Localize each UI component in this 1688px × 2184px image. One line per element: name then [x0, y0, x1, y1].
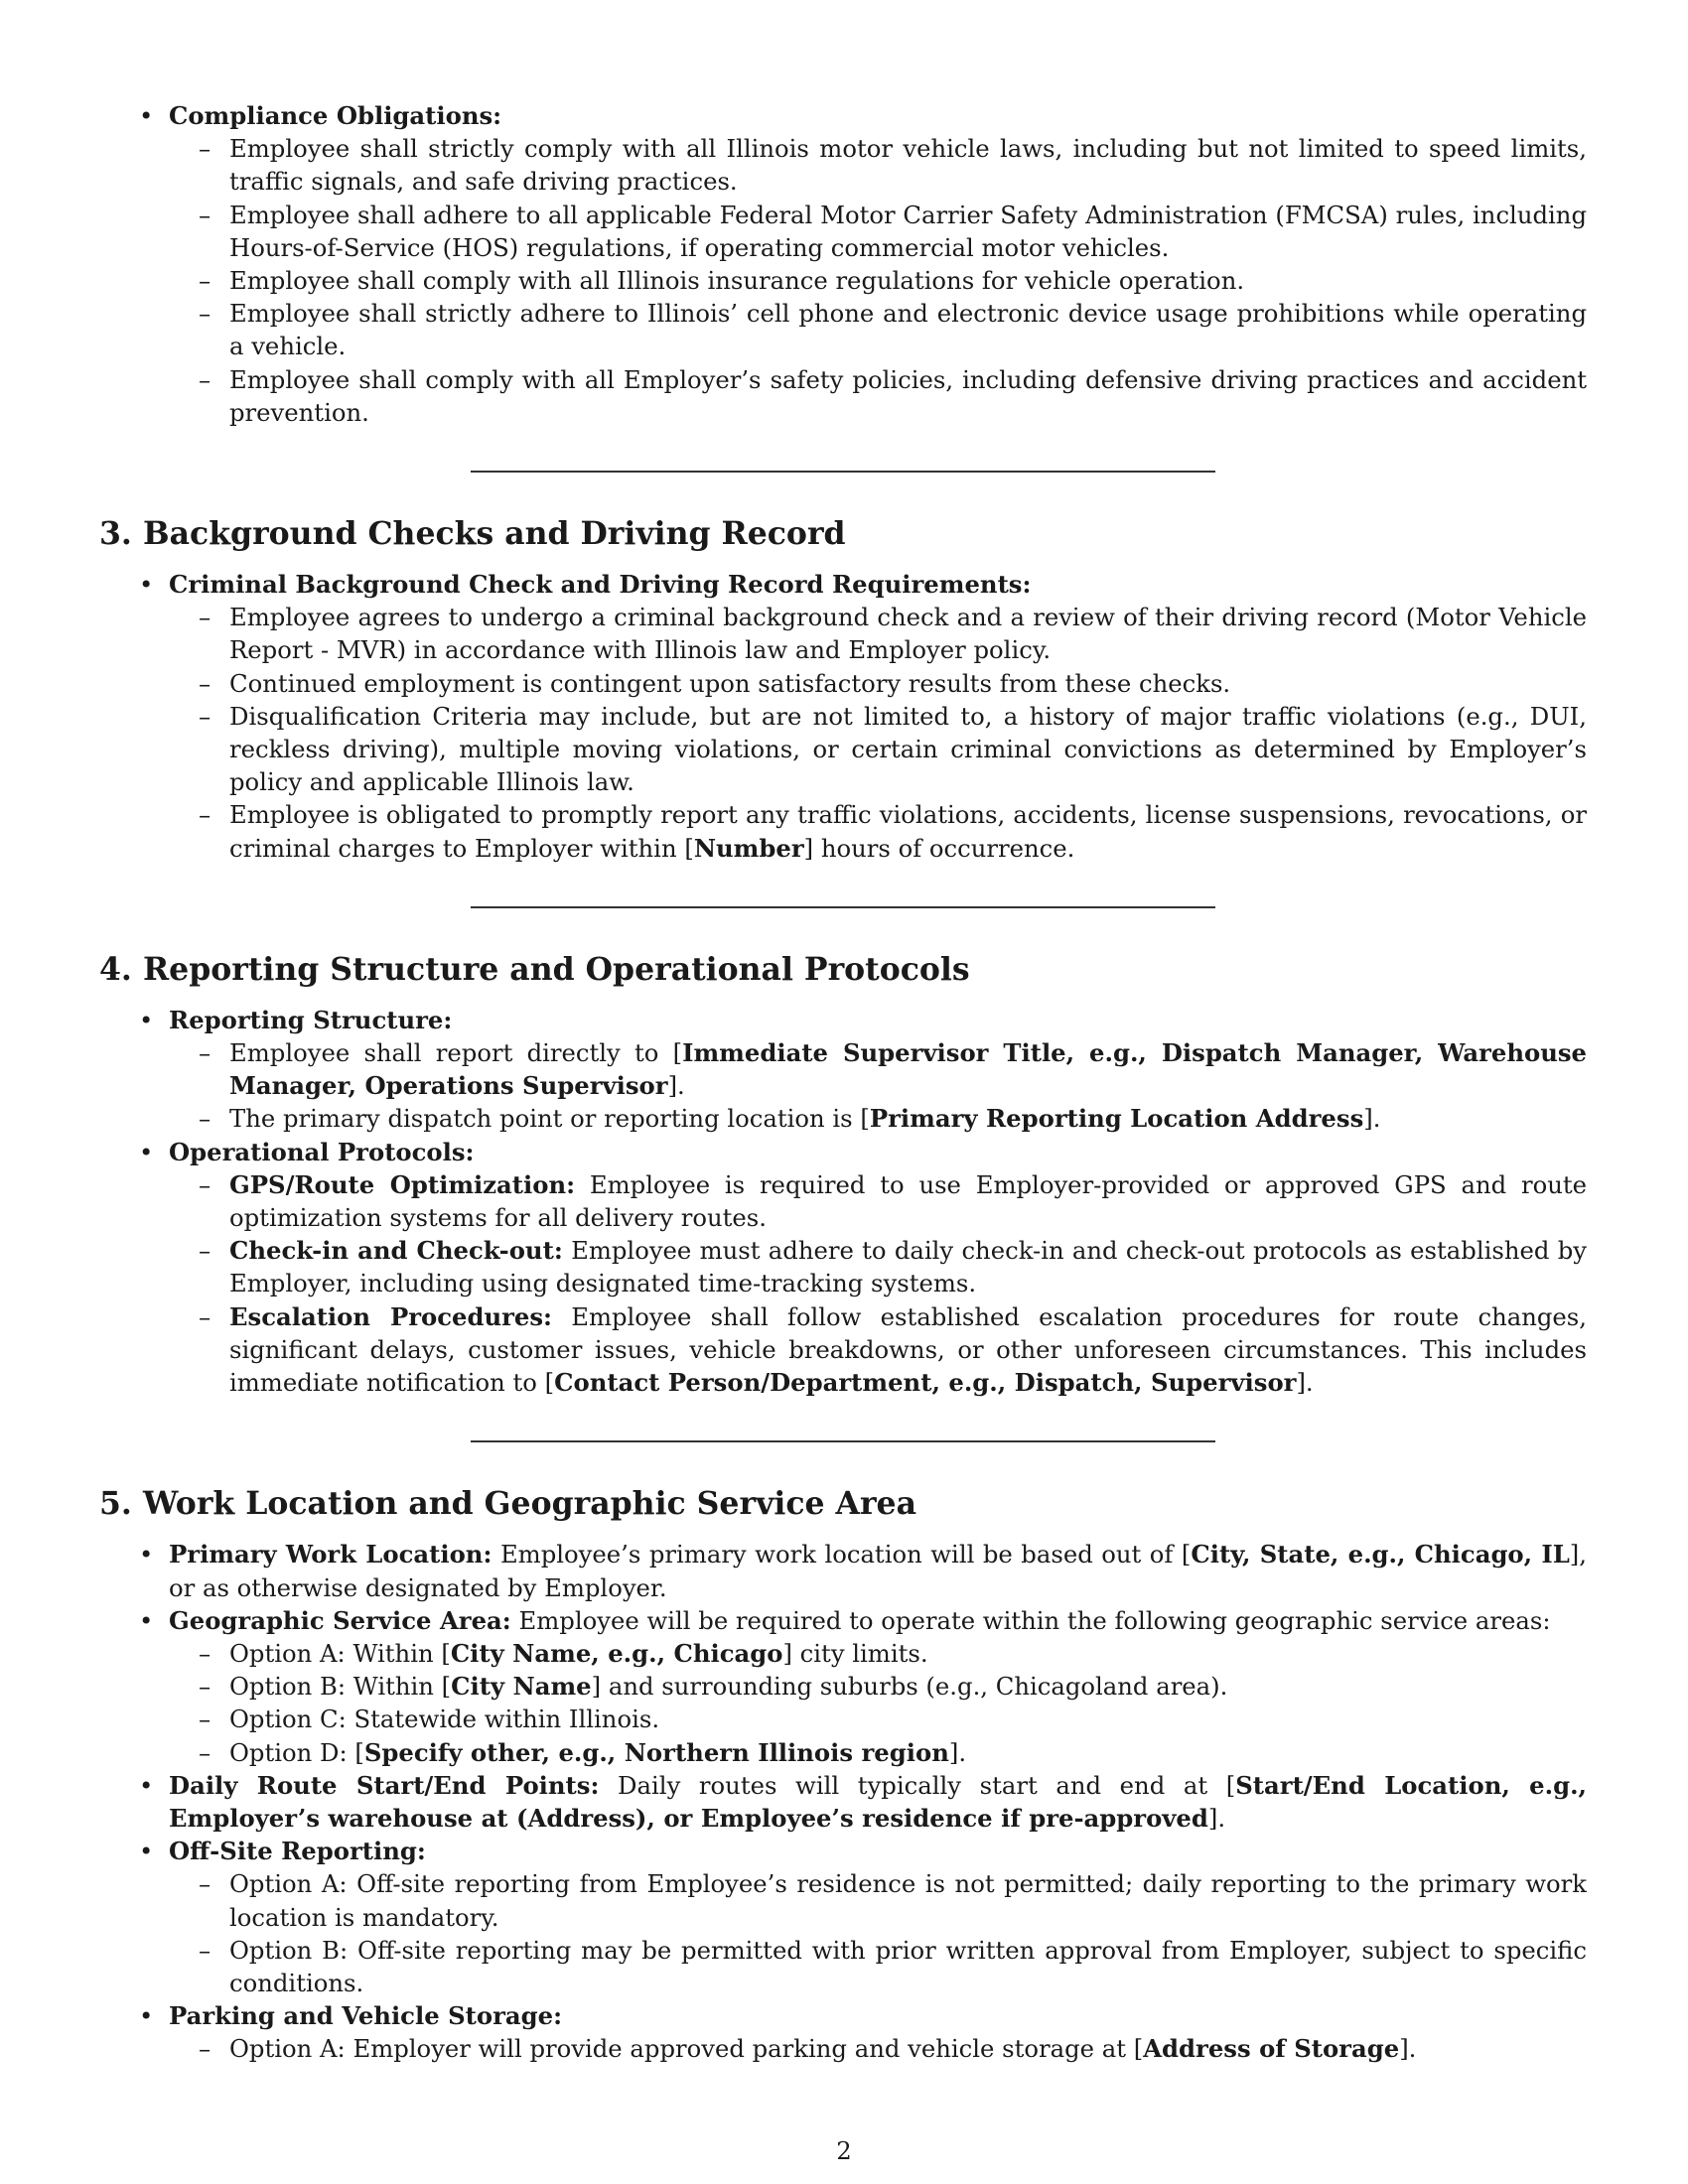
bullet-icon: •	[139, 1605, 154, 1635]
list-item: – Option B: Off-site reporting may be permitted with prior written approval from Employer, subject to specific conditions.	[199, 1935, 1587, 1997]
dash-icon: –	[199, 134, 211, 164]
list-item: – The primary dispatch point or reporting location is [Primary Reporting Location Address].	[229, 1102, 1587, 1135]
list-item: – Employee shall adhere to all applicable Federal Motor Carrier Safety Administration (FMCSA) rules, including Hours-of-Service (HOS) regulations, if operating commercial motor vehicles.	[199, 200, 1587, 262]
list-item: – Employee shall strictly adhere to Illinois’ cell phone and electronic device usage prohibitions while operating a vehicle.	[199, 299, 1587, 361]
section-4-list	[99, 1004, 1587, 1399]
list-item: • Geographic Service Area: Employee will be required to operate within the following geographic service areas: – Option A: Within [City Name, e.g., Chicago] city limits. – Option B: Within [City Name] and surrounding suburbs (e.g., Chicagoland area). – Option C: Statewide within Illinois. – Option D: [Specify other, e.g., Northern Illinois region].	[169, 1604, 1587, 1769]
placeholder-field: Address of Storage	[1143, 2034, 1400, 2064]
section-3-list	[99, 568, 1587, 865]
dash-icon: –	[199, 1301, 211, 1331]
section-3-heading: 3. Background Checks and Driving Record	[99, 515, 846, 553]
list-item: – Disqualification Criteria may include, but are not limited to, a history of major traffic violations (e.g., DUI, reckless driving), multiple moving violations, or certain criminal convictions as determined by Employer’s policy and applicable Illinois law.	[199, 701, 1587, 797]
placeholder-field: City, State, e.g., Chicago, IL	[1191, 1540, 1570, 1570]
dash-icon: –	[199, 2034, 211, 2064]
list-item: – GPS/Route Optimization: Employee is required to use Employer-provided or approved GPS and route optimization systems for all delivery routes.	[199, 1169, 1587, 1233]
placeholder-field: Immediate Supervisor Title, e.g., Dispatch Manager, Warehouse Manager, Operations Supervisor	[229, 1038, 1587, 1101]
list-item: – Check-in and Check-out: Employee must adhere to daily check-in and check-out protocols as established by Employer, including using designated time-tracking systems.	[199, 1236, 1587, 1298]
compliance-heading: Compliance Obligations:	[169, 101, 502, 130]
list-item: – Option C: Statewide within Illinois.	[229, 1703, 1587, 1735]
section-5-heading: 5. Work Location and Geographic Service Area	[99, 1485, 917, 1523]
dash-icon: –	[199, 299, 211, 329]
list-item: – Escalation Procedures: Employee shall follow established escalation procedures for route changes, significant delays, customer issues, vehicle breakdowns, or other unforeseen circumstances. This includes immediate notification to [Contact Person/Department, e.g., Dispatch, Supervisor].	[199, 1301, 1587, 1398]
list-item: – Employee shall report directly to [Immediate Supervisor Title, e.g., Dispatch Manager, Warehouse Manager, Operations Supervisor].	[199, 1038, 1587, 1101]
bullet-icon: •	[139, 1005, 154, 1034]
placeholder-field: Specify other, e.g., Northern Illinois region	[363, 1737, 949, 1767]
dash-icon: –	[199, 1935, 211, 1965]
list-item: • Primary Work Location: Employee’s primary work location will be based out of [City, State, e.g., Chicago, IL], or as otherwise designated by Employer.	[139, 1540, 1587, 1602]
dash-icon: –	[199, 1737, 211, 1767]
page-number: 2	[836, 2136, 852, 2165]
placeholder-field: Number	[693, 833, 804, 863]
section-divider	[471, 906, 1215, 908]
list-item: • Reporting Structure: – Employee shall report directly to [Immediate Supervisor Title, e.g., Dispatch Manager, Warehouse Manager, Operations Supervisor]. – The primary dispatch point or reporting location is [Primary Reporting Location Address].	[169, 1004, 1587, 1136]
dash-icon: –	[199, 1869, 211, 1899]
list-item: • Parking and Vehicle Storage: – Option A: Employer will provide approved parking and vehicle storage at [Address of Storage].	[169, 1999, 1587, 2065]
dash-icon: –	[199, 701, 211, 731]
placeholder-field: City Name	[451, 1672, 592, 1702]
dash-icon: –	[199, 1104, 211, 1134]
dash-icon: –	[199, 1672, 211, 1702]
dash-icon: –	[199, 1705, 211, 1734]
dash-icon: –	[199, 668, 211, 698]
bullet-icon: •	[139, 1837, 154, 1866]
list-item	[139, 99, 1587, 429]
list-item: – Option D: [Specify other, e.g., Northern Illinois region].	[229, 1736, 1587, 1769]
section-4-heading: 4. Reporting Structure and Operational Protocols	[99, 950, 970, 988]
dash-icon: –	[199, 1038, 211, 1068]
dash-icon: –	[199, 200, 211, 229]
list-item: – Option A: Within [City Name, e.g., Chicago] city limits.	[229, 1637, 1587, 1670]
bullet-icon: •	[139, 1770, 154, 1800]
section-5-list	[99, 1538, 1587, 2065]
list-item: – Employee shall strictly comply with all Illinois motor vehicle laws, including but not limited to speed limits, traffic signals, and safe driving practices.	[199, 134, 1587, 197]
list-item: – Continued employment is contingent upon satisfactory results from these checks.	[229, 667, 1587, 700]
placeholder-field: Primary Reporting Location Address	[869, 1104, 1364, 1134]
dash-icon: –	[199, 1638, 211, 1668]
section-divider	[471, 471, 1215, 473]
placeholder-field: Start/End Location, e.g., Employer’s warehouse at (Address), or Employee’s residence if pre-approved	[169, 1770, 1588, 1833]
bullet-icon: •	[139, 2001, 154, 2031]
bullet-icon: •	[139, 101, 154, 130]
list-item: – Option B: Within [City Name] and surrounding suburbs (e.g., Chicagoland area).	[229, 1670, 1587, 1703]
dash-icon: –	[199, 1169, 211, 1199]
list-item: • Operational Protocols: – GPS/Route Optimization: Employee is required to use Employer-provided or approved GPS and route optimization systems for all delivery routes. – Check-in and Check-out: Employee must adhere to daily check-in and check-out protocols as established by Employer, including using designated time-tracking systems. – Escalation Procedures: Employee shall follow established escalation procedures for route changes, significant delays, customer issues, vehicle breakdowns, or other unforeseen circumstances. This includes immediate notification to [Contact Person/Department, e.g., Dispatch, Supervisor].	[169, 1136, 1587, 1400]
bullet-icon: •	[139, 1540, 154, 1570]
dash-icon: –	[199, 1236, 211, 1266]
list-item: – Option A: Employer will provide approved parking and vehicle storage at [Address of Storage].	[229, 2032, 1587, 2065]
list-item: – Employee shall comply with all Employer’s safety policies, including defensive driving practices and accident prevention.	[199, 364, 1587, 427]
placeholder-field: Contact Person/Department, e.g., Dispatch, Supervisor	[554, 1368, 1297, 1398]
list-item: • Criminal Background Check and Driving Record Requirements: – Employee agrees to undergo a criminal background check and a review of their driving record (Motor Vehicle Report - MVR) in accordance with Illinois law and Employer policy. – Continued employment is contingent upon satisfactory results from these checks. – Disqualification Criteria may include, but are not limited to, a history of major traffic violations (e.g., DUI, reckless driving), multiple moving violations, or certain criminal convictions as determined by Employer’s policy and applicable Illinois law. – Employee is obligated to promptly report any traffic violations, accidents, license suspensions, revocations, or criminal charges to Employer within [Number] hours of occurrence.	[169, 568, 1587, 865]
list-item: – Employee is obligated to promptly report any traffic violations, accidents, license suspensions, revocations, or criminal charges to Employer within [Number] hours of occurrence.	[199, 800, 1587, 863]
compliance-list	[99, 99, 1587, 429]
dash-icon: –	[199, 266, 211, 296]
placeholder-field: City Name, e.g., Chicago	[450, 1638, 783, 1668]
document-body	[99, 99, 1587, 2066]
list-item: – Option A: Off-site reporting from Employee’s residence is not permitted; daily reporting to the primary work location is mandatory.	[199, 1869, 1587, 1932]
section-divider	[471, 1440, 1215, 1442]
list-item: • Daily Route Start/End Points: Daily routes will typically start and end at [Start/End Location, e.g., Employer’s warehouse at (Address), or Employee’s residence if pre-approved].	[139, 1770, 1588, 1833]
dash-icon: –	[199, 364, 211, 394]
list-item: – Employee shall comply with all Illinois insurance regulations for vehicle operation.	[229, 264, 1587, 297]
dash-icon: –	[199, 603, 211, 632]
bullet-icon: •	[139, 1137, 154, 1166]
dash-icon: –	[199, 800, 211, 830]
list-item: • Off-Site Reporting: – Option A: Off-site reporting from Employee’s residence is not permitted; daily reporting to the primary work location is mandatory. – Option B: Off-site reporting may be permitted with prior written approval from Employer, subject to specific conditions.	[169, 1835, 1587, 1999]
bullet-icon: •	[139, 570, 154, 600]
list-item: – Employee agrees to undergo a criminal background check and a review of their driving record (Motor Vehicle Report - MVR) in accordance with Illinois law and Employer policy.	[199, 603, 1587, 665]
